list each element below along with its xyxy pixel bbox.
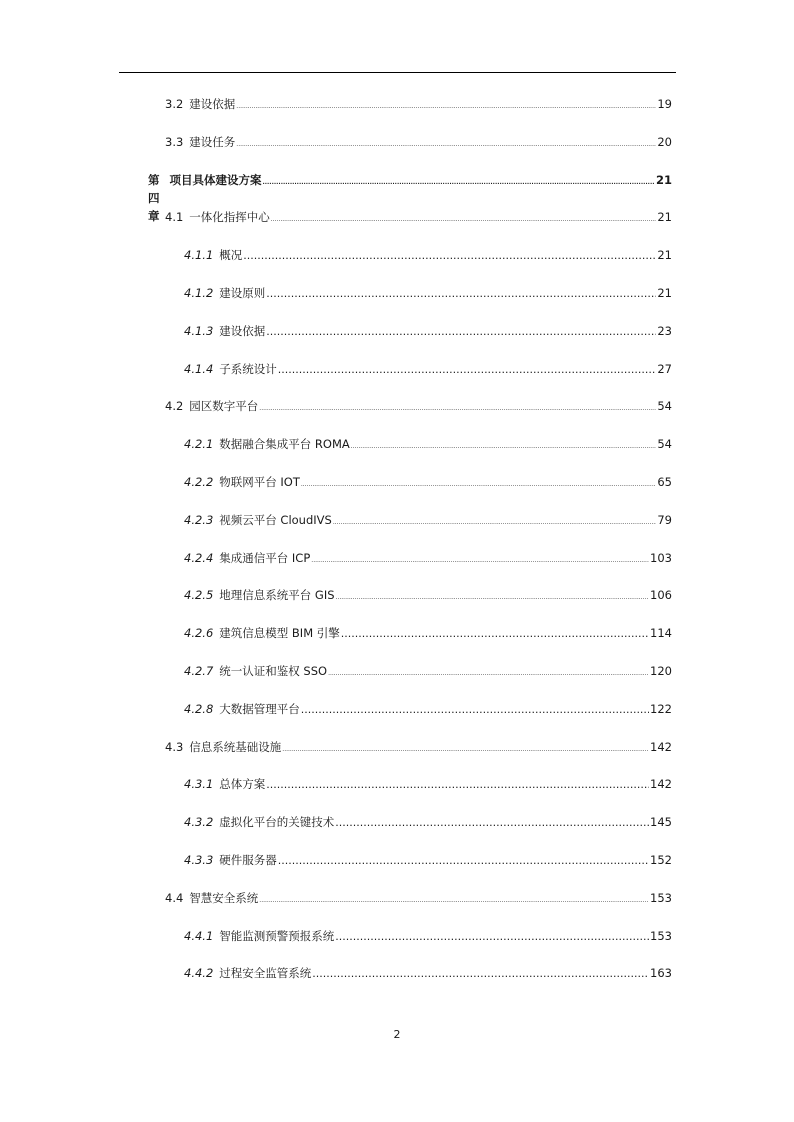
toc-entry[interactable] <box>184 700 672 718</box>
toc-entry-title: 项目具体建设方案 <box>169 172 262 187</box>
toc-entry-title: 大数据管理平台 <box>219 701 300 716</box>
dot-leader <box>278 361 657 379</box>
toc-entry-title: 建筑信息模型 BIM 引擎 <box>219 626 340 641</box>
toc-entry[interactable] <box>165 889 672 907</box>
toc-entry[interactable] <box>184 586 672 604</box>
toc-entry[interactable] <box>184 549 672 567</box>
dot-leader <box>336 589 650 607</box>
toc-entry-page: 120 <box>650 664 672 678</box>
dot-leader <box>243 247 656 265</box>
toc-entry-title: 统一认证和鉴权 SSO <box>219 664 328 678</box>
toc-entry-page: 153 <box>650 890 672 905</box>
dot-leader <box>311 552 649 570</box>
dot-leader <box>341 625 649 643</box>
toc-entry[interactable] <box>184 435 672 453</box>
toc-entry-title: 建设依据 <box>219 323 266 338</box>
toc-entry[interactable] <box>184 624 672 642</box>
toc-entry-page: 103 <box>650 550 672 565</box>
dot-leader <box>266 776 649 794</box>
toc-entry[interactable] <box>165 133 672 151</box>
toc-entry-title: 概况 <box>219 248 243 263</box>
toc-entry-page: 142 <box>650 739 672 754</box>
toc-entry[interactable] <box>184 927 672 945</box>
toc-entry-title: 智慧安全系统 <box>189 890 259 905</box>
dot-leader <box>266 323 656 341</box>
toc-entry-number: 3.3 <box>165 134 184 149</box>
toc-entry-page: 20 <box>657 134 672 149</box>
toc-entry-page: 163 <box>650 966 672 981</box>
dot-leader <box>335 928 649 946</box>
toc-entry-number: 4.3.2 <box>184 815 214 830</box>
toc-entry-page: 21 <box>657 210 672 225</box>
toc-entry-number: 4.2.6 <box>184 626 214 641</box>
toc-entry-number: 4.2.8 <box>184 701 214 716</box>
toc-entry-title: 虚拟化平台的关键技术 <box>219 815 335 830</box>
toc-entry-title: 建设依据 <box>189 97 236 111</box>
toc-entry-page: 23 <box>657 323 672 338</box>
toc-entry-title: 硬件服务器 <box>219 853 277 867</box>
toc-entry-number: 4.2.3 <box>184 512 214 527</box>
toc-entry[interactable] <box>184 246 672 264</box>
toc-entry[interactable] <box>184 284 672 302</box>
toc-entry-number: 4.2.7 <box>184 664 214 678</box>
toc-entry-page: 21 <box>655 172 672 187</box>
toc-entry[interactable] <box>184 322 672 340</box>
toc-entry-title: 数据融合集成平台 ROMA <box>219 437 350 452</box>
dot-leader <box>335 814 649 832</box>
toc-entry-number: 4.1.2 <box>184 286 214 300</box>
toc-entry-number: 4.1.4 <box>184 361 214 376</box>
toc-entry-number: 4.3.1 <box>184 777 214 792</box>
toc-entry[interactable] <box>184 851 672 869</box>
toc-entry-page: 153 <box>650 928 672 943</box>
toc-entry-page: 21 <box>657 248 672 263</box>
toc-entry-title: 信息系统基础设施 <box>189 739 282 754</box>
dot-leader <box>333 514 657 532</box>
dot-leader <box>266 285 656 303</box>
toc-entry-number: 4.4.2 <box>184 966 214 981</box>
toc-entry[interactable] <box>165 95 672 113</box>
toc-entry-title: 集成通信平台 ICP <box>219 550 311 565</box>
toc-entry-page: 27 <box>657 361 672 376</box>
toc-entry-title: 一体化指挥中心 <box>189 210 270 225</box>
toc-entry-page: 19 <box>657 97 672 111</box>
dot-leader <box>301 476 656 494</box>
toc-entry-title: 建设原则 <box>219 286 266 300</box>
toc-entry-number: 4.4.1 <box>184 928 214 943</box>
toc-entry-title: 总体方案 <box>219 777 266 792</box>
toc-entry[interactable] <box>184 813 672 831</box>
toc-entry-page: 152 <box>650 853 672 867</box>
dot-leader <box>351 438 657 456</box>
toc-entry-number: 4.3 <box>165 739 184 754</box>
toc-entry-number: 4.1.1 <box>184 248 214 263</box>
toc-entry-number: 第四章 <box>148 172 160 223</box>
dot-leader <box>278 852 649 870</box>
toc-entry-title: 园区数字平台 <box>189 399 259 414</box>
dot-leader <box>259 892 649 910</box>
toc-entry-title: 地理信息系统平台 GIS <box>219 588 335 603</box>
toc-entry-number: 4.2.1 <box>184 437 214 452</box>
dot-leader <box>259 400 656 418</box>
toc-entry-page: 65 <box>657 475 672 489</box>
dot-leader <box>262 174 655 192</box>
toc-entry-page: 142 <box>650 777 672 792</box>
dot-leader <box>301 701 649 719</box>
toc-entry-number: 3.2 <box>165 97 184 111</box>
toc-entry-title: 视频云平台 CloudIVS <box>219 512 332 527</box>
dot-leader <box>271 211 657 229</box>
toc-entry-number: 4.1.3 <box>184 323 214 338</box>
toc-entry-title: 物联网平台 IOT <box>219 475 300 489</box>
page-number: 2 <box>393 1028 401 1041</box>
toc-entry-number: 4.3.3 <box>184 853 214 867</box>
toc-entry[interactable] <box>165 397 672 415</box>
toc-entry-title: 智能监测预警预报系统 <box>219 928 335 943</box>
toc-entry-page: 54 <box>657 399 672 414</box>
dot-leader <box>236 136 656 154</box>
dot-leader <box>282 741 649 759</box>
toc-entry-page: 106 <box>650 588 672 603</box>
toc-entry[interactable] <box>184 473 672 491</box>
toc-entry[interactable] <box>165 738 672 756</box>
toc-entry-number: 4.4 <box>165 890 184 905</box>
toc-entry-title: 子系统设计 <box>219 361 277 376</box>
toc-entry-page: 54 <box>657 437 672 452</box>
toc-entry-title: 过程安全监管系统 <box>219 966 312 981</box>
toc-entry-page: 79 <box>657 512 672 527</box>
toc-entry-page: 114 <box>650 626 672 641</box>
dot-leader <box>328 665 649 683</box>
dot-leader <box>236 98 656 116</box>
toc-entry-number: 4.2.5 <box>184 588 214 603</box>
toc-entry-number: 4.2.4 <box>184 550 214 565</box>
toc-entry-number: 4.2.2 <box>184 475 214 489</box>
toc-entry-page: 145 <box>650 815 672 830</box>
toc-entry[interactable] <box>165 208 672 226</box>
toc-entry[interactable] <box>184 964 672 982</box>
dot-leader <box>312 965 649 983</box>
toc-entry-number: 4.2 <box>165 399 184 414</box>
toc-entry[interactable] <box>184 360 672 378</box>
toc-entry-page: 122 <box>650 701 672 716</box>
toc-entry[interactable] <box>184 511 672 529</box>
toc-entry-number: 4.1 <box>165 210 184 225</box>
toc-entry[interactable] <box>184 775 672 793</box>
toc-entry[interactable] <box>184 662 672 680</box>
toc-entry-title: 建设任务 <box>189 134 236 149</box>
toc-entry-page: 21 <box>657 286 672 300</box>
